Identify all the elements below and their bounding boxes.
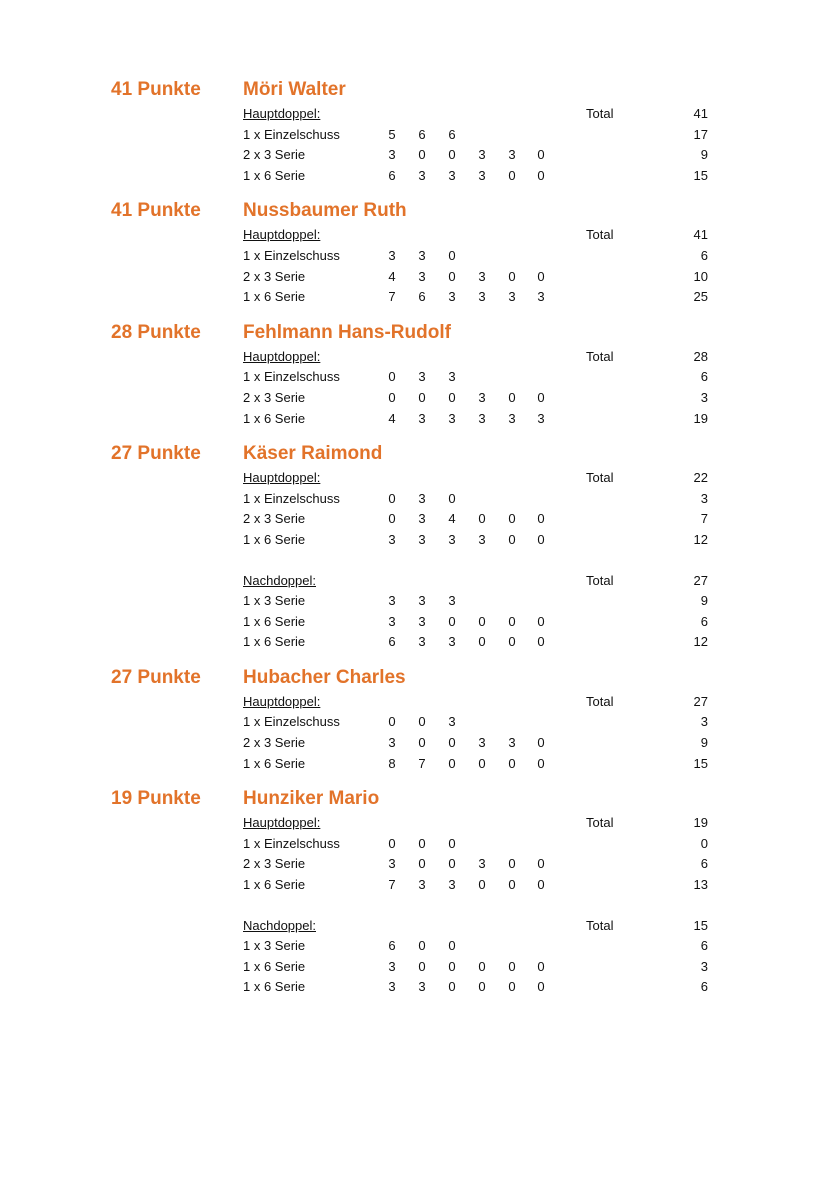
shot-score: 0 (448, 490, 456, 506)
shooter-points: 27 Punkte (111, 666, 201, 688)
series-label: 1 x 6 Serie (243, 634, 306, 650)
shot-score: 3 (418, 410, 426, 426)
series-sum: 3 (700, 958, 708, 974)
series-row (0, 834, 840, 855)
series-label: 1 x 6 Serie (243, 531, 306, 547)
shooter-header (0, 788, 840, 813)
series-row (0, 957, 840, 978)
block-title-row (0, 571, 840, 592)
series-label: 1 x 6 Serie (243, 958, 306, 974)
series-row (0, 530, 840, 551)
series-row (0, 936, 840, 957)
total-label: Total (586, 470, 614, 486)
block-title: Hauptdoppel: (243, 227, 321, 243)
shooter-points: 28 Punkte (111, 321, 201, 343)
shot-score: 3 (388, 147, 396, 163)
total-label: Total (586, 815, 614, 831)
shooter-points: 41 Punkte (111, 79, 201, 100)
block-title: Hauptdoppel: (243, 693, 321, 709)
series-row (0, 632, 840, 653)
shot-score: 0 (418, 856, 426, 872)
total-value: 19 (693, 815, 708, 831)
shot-score: 0 (508, 613, 516, 629)
shot-score: 0 (448, 147, 456, 163)
series-sum: 13 (693, 877, 708, 893)
shot-score: 0 (478, 877, 486, 893)
block-title-row (0, 813, 840, 834)
shooter-entry (0, 322, 840, 429)
shot-score: 0 (388, 389, 396, 405)
shot-score: 0 (388, 490, 396, 506)
shot-score: 0 (448, 856, 456, 872)
block-title: Hauptdoppel: (243, 348, 321, 364)
shot-score: 3 (537, 410, 545, 426)
total-label: Total (586, 572, 614, 588)
shot-score: 6 (418, 126, 426, 142)
shooter-points: 27 Punkte (111, 443, 201, 465)
shot-score: 0 (448, 938, 456, 954)
shot-score: 0 (537, 147, 545, 163)
shooter-header (0, 200, 840, 225)
total-value: 27 (693, 693, 708, 709)
total-label: Total (586, 693, 614, 709)
total-label: Total (586, 348, 614, 364)
shot-score: 3 (388, 856, 396, 872)
shot-score: 0 (448, 835, 456, 851)
shooter-entry (0, 443, 840, 653)
score-block (0, 916, 840, 998)
series-label: 1 x 6 Serie (243, 755, 306, 771)
series-row (0, 489, 840, 510)
shooter-header (0, 79, 840, 104)
block-title: Nachdoppel: (243, 917, 316, 933)
shooter-entry (0, 200, 840, 307)
shot-score: 3 (478, 531, 486, 547)
shot-score: 0 (448, 755, 456, 771)
series-label: 1 x 6 Serie (243, 979, 306, 995)
shot-score: 3 (388, 958, 396, 974)
series-row (0, 267, 840, 288)
shooter-entry (0, 667, 840, 774)
series-label: 1 x 3 Serie (243, 593, 306, 609)
shot-score: 3 (418, 247, 426, 263)
total-value: 41 (693, 227, 708, 243)
series-label: 1 x Einzelschuss (243, 714, 340, 730)
shot-score: 3 (478, 389, 486, 405)
series-label: 2 x 3 Serie (243, 511, 306, 527)
series-row (0, 509, 840, 530)
shot-score: 0 (418, 714, 426, 730)
shot-score: 3 (508, 289, 516, 305)
shot-score: 0 (448, 979, 456, 995)
shot-score: 3 (388, 979, 396, 995)
shot-score: 3 (508, 735, 516, 751)
shot-score: 3 (448, 167, 456, 183)
shot-score: 0 (537, 634, 545, 650)
series-sum: 19 (693, 410, 708, 426)
shot-score: 3 (448, 593, 456, 609)
shot-score: 0 (537, 877, 545, 893)
shot-score: 4 (388, 268, 396, 284)
shooter-entry (0, 788, 840, 998)
series-label: 1 x 6 Serie (243, 289, 306, 305)
shot-score: 3 (418, 511, 426, 527)
shot-score: 0 (508, 958, 516, 974)
shot-score: 3 (418, 531, 426, 547)
shot-score: 3 (478, 167, 486, 183)
series-row (0, 591, 840, 612)
series-label: 1 x Einzelschuss (243, 490, 340, 506)
total-value: 27 (693, 572, 708, 588)
series-sum: 6 (700, 369, 708, 385)
total-value: 22 (693, 470, 708, 486)
total-value: 15 (693, 917, 708, 933)
block-title: Hauptdoppel: (243, 815, 321, 831)
series-sum: 6 (700, 613, 708, 629)
score-block (0, 104, 840, 186)
shot-score: 0 (418, 735, 426, 751)
shot-score: 7 (418, 755, 426, 771)
shooter-name: Möri Walter (243, 79, 346, 100)
series-row (0, 125, 840, 146)
shot-score: 0 (508, 268, 516, 284)
total-label: Total (586, 917, 614, 933)
series-sum: 12 (693, 531, 708, 547)
shooter-header (0, 667, 840, 692)
shot-score: 3 (478, 268, 486, 284)
shot-score: 0 (478, 958, 486, 974)
shot-score: 0 (478, 979, 486, 995)
shot-score: 0 (537, 979, 545, 995)
shooter-header (0, 443, 840, 468)
series-row (0, 409, 840, 430)
shot-score: 0 (508, 634, 516, 650)
shot-score: 3 (448, 714, 456, 730)
shot-score: 0 (448, 268, 456, 284)
shot-score: 4 (388, 410, 396, 426)
score-block (0, 571, 840, 653)
series-sum: 7 (700, 511, 708, 527)
shot-score: 0 (418, 835, 426, 851)
shot-score: 3 (478, 410, 486, 426)
series-row (0, 145, 840, 166)
shot-score: 0 (537, 268, 545, 284)
series-sum: 10 (693, 268, 708, 284)
shot-score: 6 (388, 167, 396, 183)
shot-score: 0 (537, 389, 545, 405)
series-label: 1 x Einzelschuss (243, 835, 340, 851)
shooter-name: Käser Raimond (243, 443, 383, 465)
series-label: 1 x Einzelschuss (243, 126, 340, 142)
shot-score: 0 (418, 389, 426, 405)
shooter-name: Hunziker Mario (243, 788, 380, 810)
results-document (0, 79, 840, 1012)
shooter-name: Nussbaumer Ruth (243, 200, 407, 222)
shot-score: 0 (508, 856, 516, 872)
total-label: Total (586, 106, 614, 121)
shot-score: 0 (448, 958, 456, 974)
block-title: Hauptdoppel: (243, 470, 321, 486)
shot-score: 3 (448, 634, 456, 650)
shooter-header (0, 322, 840, 347)
shot-score: 0 (537, 613, 545, 629)
shot-score: 3 (508, 410, 516, 426)
series-sum: 6 (700, 247, 708, 263)
block-title-row (0, 468, 840, 489)
shooter-name: Fehlmann Hans-Rudolf (243, 321, 451, 343)
series-label: 1 x Einzelschuss (243, 247, 340, 263)
series-label: 2 x 3 Serie (243, 268, 306, 284)
shot-score: 0 (448, 735, 456, 751)
shooter-points: 41 Punkte (111, 200, 201, 222)
series-sum: 6 (700, 938, 708, 954)
shot-score: 3 (508, 147, 516, 163)
shot-score: 8 (388, 755, 396, 771)
series-row (0, 875, 840, 896)
shot-score: 0 (537, 958, 545, 974)
shot-score: 0 (537, 531, 545, 547)
series-label: 1 x 3 Serie (243, 938, 306, 954)
shot-score: 0 (388, 369, 396, 385)
shot-score: 0 (448, 613, 456, 629)
shot-score: 5 (388, 126, 396, 142)
total-value: 28 (693, 348, 708, 364)
shot-score: 3 (478, 856, 486, 872)
shot-score: 3 (418, 490, 426, 506)
series-sum: 3 (700, 490, 708, 506)
shot-score: 3 (388, 735, 396, 751)
series-label: 2 x 3 Serie (243, 389, 306, 405)
series-sum: 9 (700, 735, 708, 751)
shot-score: 0 (478, 613, 486, 629)
score-block (0, 468, 840, 550)
series-row (0, 367, 840, 388)
block-title-row (0, 916, 840, 937)
series-row (0, 612, 840, 633)
score-block (0, 813, 840, 895)
score-block (0, 692, 840, 774)
series-sum: 0 (700, 835, 708, 851)
shot-score: 7 (388, 877, 396, 893)
block-title: Hauptdoppel: (243, 106, 321, 121)
shot-score: 3 (478, 289, 486, 305)
series-sum: 15 (693, 755, 708, 771)
series-row (0, 166, 840, 187)
series-sum: 15 (693, 167, 708, 183)
shot-score: 3 (418, 167, 426, 183)
shot-score: 0 (388, 511, 396, 527)
series-row (0, 287, 840, 308)
shot-score: 3 (448, 369, 456, 385)
shot-score: 0 (448, 247, 456, 263)
shot-score: 4 (448, 511, 456, 527)
series-sum: 3 (700, 389, 708, 405)
series-sum: 9 (700, 593, 708, 609)
series-sum: 6 (700, 856, 708, 872)
shot-score: 0 (508, 511, 516, 527)
series-row (0, 712, 840, 733)
shot-score: 6 (388, 634, 396, 650)
shot-score: 3 (478, 147, 486, 163)
shot-score: 3 (537, 289, 545, 305)
shot-score: 0 (478, 634, 486, 650)
series-row (0, 388, 840, 409)
series-sum: 17 (693, 126, 708, 142)
shot-score: 0 (537, 167, 545, 183)
shot-score: 0 (388, 835, 396, 851)
shot-score: 6 (418, 289, 426, 305)
shot-score: 0 (508, 877, 516, 893)
block-title-row (0, 104, 840, 125)
series-label: 1 x Einzelschuss (243, 369, 340, 385)
shot-score: 0 (508, 389, 516, 405)
series-sum: 9 (700, 147, 708, 163)
total-label: Total (586, 227, 614, 243)
shot-score: 0 (508, 531, 516, 547)
shot-score: 3 (418, 369, 426, 385)
series-sum: 12 (693, 634, 708, 650)
series-row (0, 854, 840, 875)
block-title-row (0, 347, 840, 368)
shot-score: 6 (448, 126, 456, 142)
series-row (0, 754, 840, 775)
series-label: 1 x 6 Serie (243, 613, 306, 629)
shot-score: 0 (508, 167, 516, 183)
block-title: Nachdoppel: (243, 572, 316, 588)
shot-score: 3 (418, 593, 426, 609)
shot-score: 0 (478, 511, 486, 527)
shooter-entry (0, 79, 840, 186)
shot-score: 6 (388, 938, 396, 954)
series-sum: 3 (700, 714, 708, 730)
shot-score: 0 (418, 958, 426, 974)
shot-score: 3 (418, 634, 426, 650)
shot-score: 0 (388, 714, 396, 730)
total-value: 41 (693, 106, 708, 121)
shot-score: 0 (537, 856, 545, 872)
series-label: 2 x 3 Serie (243, 856, 306, 872)
shooter-name: Hubacher Charles (243, 666, 406, 688)
shot-score: 3 (418, 268, 426, 284)
shot-score: 3 (448, 877, 456, 893)
shot-score: 3 (388, 247, 396, 263)
series-label: 1 x 6 Serie (243, 410, 306, 426)
series-row (0, 977, 840, 998)
shot-score: 0 (508, 755, 516, 771)
shot-score: 3 (478, 735, 486, 751)
shot-score: 3 (418, 613, 426, 629)
shot-score: 3 (418, 877, 426, 893)
series-label: 1 x 6 Serie (243, 877, 306, 893)
series-row (0, 246, 840, 267)
shot-score: 3 (388, 613, 396, 629)
series-label: 2 x 3 Serie (243, 735, 306, 751)
shot-score: 3 (388, 593, 396, 609)
shot-score: 3 (448, 531, 456, 547)
score-block (0, 225, 840, 307)
series-sum: 6 (700, 979, 708, 995)
shot-score: 3 (388, 531, 396, 547)
shot-score: 3 (418, 979, 426, 995)
series-label: 1 x 6 Serie (243, 167, 306, 183)
series-sum: 25 (693, 289, 708, 305)
shot-score: 0 (448, 389, 456, 405)
shooter-points: 19 Punkte (111, 788, 201, 810)
shot-score: 0 (537, 735, 545, 751)
shot-score: 3 (448, 410, 456, 426)
shot-score: 0 (537, 755, 545, 771)
score-block (0, 347, 840, 429)
shot-score: 0 (508, 979, 516, 995)
shot-score: 0 (478, 755, 486, 771)
shot-score: 0 (537, 511, 545, 527)
shot-score: 0 (418, 938, 426, 954)
block-title-row (0, 692, 840, 713)
block-title-row (0, 225, 840, 246)
shot-score: 0 (418, 147, 426, 163)
series-row (0, 733, 840, 754)
shot-score: 7 (388, 289, 396, 305)
shot-score: 3 (448, 289, 456, 305)
series-label: 2 x 3 Serie (243, 147, 306, 163)
